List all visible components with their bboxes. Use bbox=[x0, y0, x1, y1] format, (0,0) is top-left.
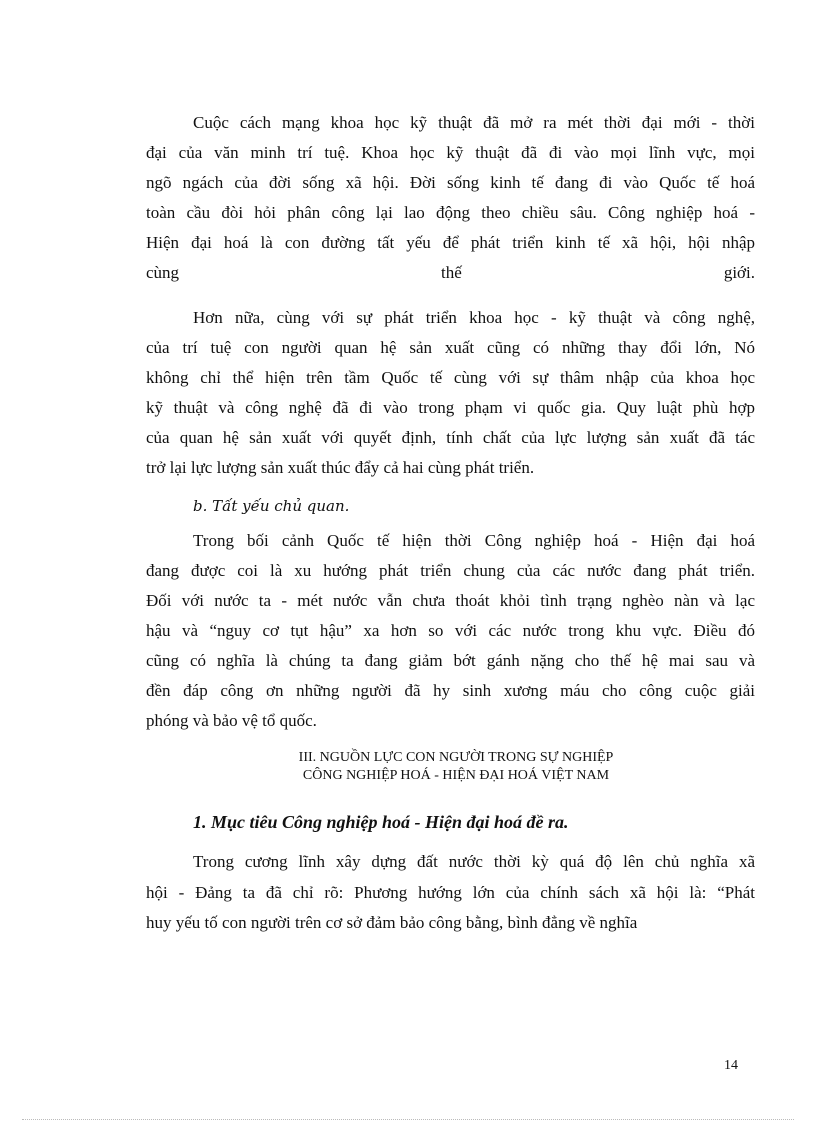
text-line: cùng thế giới. bbox=[146, 263, 755, 282]
text-line: toàn cầu đòi hỏi phân công lại lao động theo chiều sâu. Công nghiệp hoá - bbox=[146, 203, 755, 222]
text-line: ngõ ngách của đời sống xã hội. Đời sống kinh tế đang đi vào Quốc tế hoá bbox=[146, 173, 755, 192]
text-line: trở lại lực lượng sản xuất thúc đẩy cả hai cùng phát triển. bbox=[146, 458, 535, 477]
text-line: Hơn nữa, cùng với sự phát triển khoa học - kỹ thuật và công nghệ, bbox=[193, 308, 755, 327]
text-line: kỹ thuật và công nghệ đã đi vào trong phạm vi quốc gia. Quy luật phù hợp bbox=[146, 398, 755, 417]
text-line: đang được coi là xu hướng phát triển chung của các nước đang phát triển. bbox=[146, 561, 755, 580]
text-line: Hiện đại hoá là con đường tất yếu để phát triển kinh tế xã hội, hội nhập bbox=[146, 233, 755, 252]
text-line: Trong cương lĩnh xây dựng đất nước thời kỳ quá độ lên chủ nghĩa xã bbox=[193, 852, 755, 871]
text-line: không chỉ thể hiện trên tầm Quốc tế cùng với sự thâm nhập của khoa học bbox=[146, 368, 755, 387]
text-line: huy yếu tố con người trên cơ sở đảm bảo công bằng, bình đẳng về nghĩa bbox=[146, 913, 638, 932]
page-number: 14 bbox=[724, 1058, 738, 1073]
section-heading-line: III. NGUỒN LỰC CON NGƯỜI TRONG SỰ NGHIỆP bbox=[298, 750, 614, 765]
text-line: của quan hệ sản xuất với quyết định, tính chất của lực lượng sản xuất đã tác bbox=[146, 428, 755, 447]
text-line: Đối với nước ta - mét nước vẫn chưa thoát khỏi tình trạng nghèo nàn và lạc bbox=[146, 591, 755, 610]
text-line: hậu và “nguy cơ tụt hậu” xa hơn so với các nước trong khu vực. Điều đó bbox=[146, 621, 755, 640]
page-boundary-divider bbox=[22, 1119, 794, 1120]
text-line: của trí tuệ con người quan hệ sản xuất cũng có những thay đổi lớn, Nó bbox=[146, 338, 755, 357]
subheading-1: 1. Mục tiêu Công nghiệp hoá - Hiện đại hoá đề ra. bbox=[193, 812, 569, 832]
text-line: Trong bối cảnh Quốc tế hiện thời Công nghiệp hoá - Hiện đại hoá bbox=[193, 531, 755, 550]
text-line: đền đáp công ơn những người đã hy sinh xương máu cho công cuộc giải bbox=[146, 681, 755, 700]
text-line: cũng có nghĩa là chúng ta đang giảm bớt gánh nặng cho thế hệ mai sau và bbox=[146, 651, 755, 670]
text-line: phóng và bảo vệ tổ quốc. bbox=[146, 711, 317, 730]
text-line: hội - Đảng ta đã chỉ rõ: Phương hướng lớn của chính sách xã hội là: “Phát bbox=[146, 883, 755, 902]
subheading-b: b. Tất yếu chủ quan. bbox=[193, 497, 350, 515]
section-heading-line: CÔNG NGHIỆP HOÁ - HIỆN ĐẠI HOÁ VIỆT NAM bbox=[302, 768, 610, 783]
text-line: Cuộc cách mạng khoa học kỹ thuật đã mở ra mét thời đại mới - thời bbox=[193, 113, 755, 132]
text-line: đại của văn minh trí tuệ. Khoa học kỹ thuật đã đi vào mọi lĩnh vực, mọi bbox=[146, 143, 755, 162]
